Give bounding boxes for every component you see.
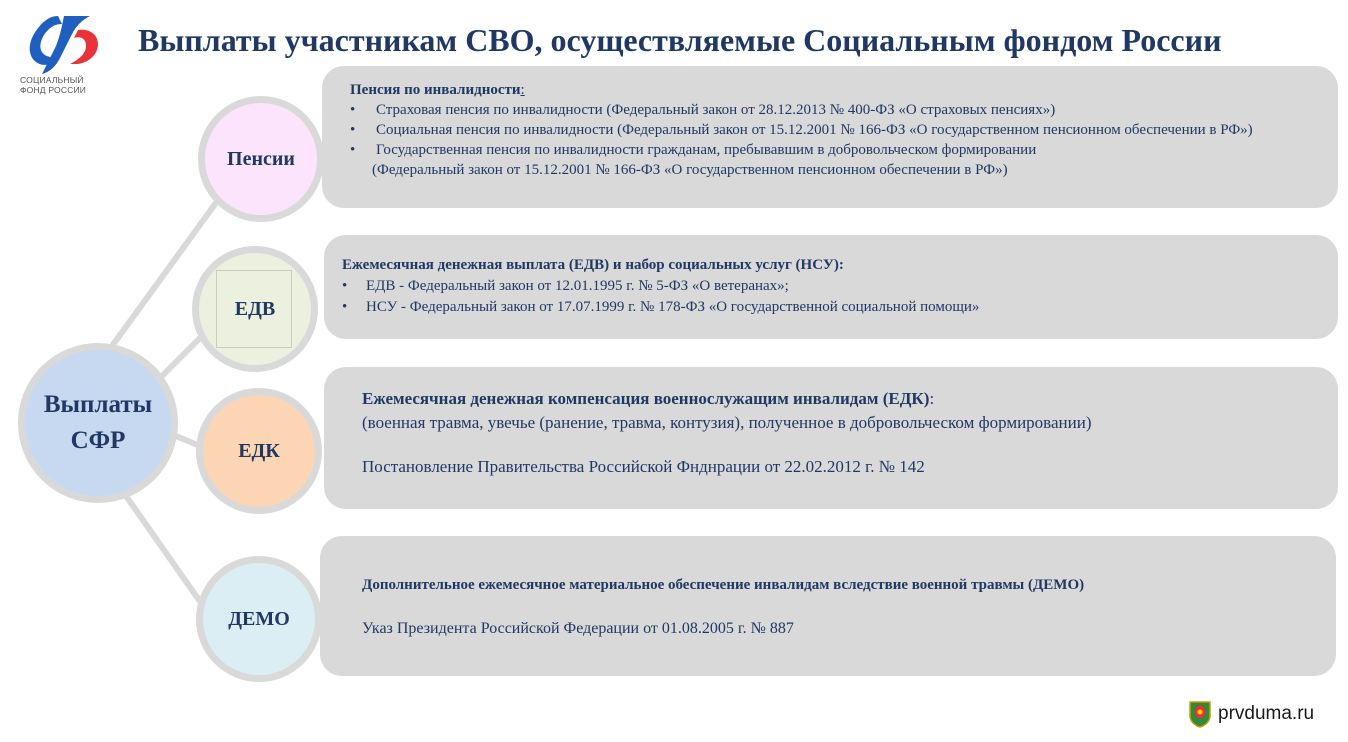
node-edv-frame [216, 270, 292, 348]
crest-icon [1188, 700, 1212, 728]
node-pension-label: Пенсии [227, 147, 295, 170]
node-demo [196, 556, 322, 682]
center-node-line1: Выплаты [43, 391, 153, 418]
node-edk-label: ЕДК [238, 439, 280, 462]
box-edk-heading-text: Ежемесячная денежная компенсация военнослужащим инвалидам (ЕДК) [362, 389, 930, 408]
box-edv-list [342, 276, 1320, 318]
footer-site[interactable]: prvduma.ru [1218, 703, 1315, 724]
node-edk [196, 388, 322, 514]
node-demo-label: ДЕМО [228, 607, 290, 630]
box-pension-heading [350, 80, 1310, 100]
logo-caption-line2: ФОНД РОССИИ [20, 85, 87, 95]
box-edk-heading-colon: : [929, 389, 935, 408]
list-item: • НСУ - Федеральный закон от 17.07.1999 г. № 178-ФЗ «О государственной социальной помощи» [342, 297, 1320, 318]
box-demo-heading: Дополнительное ежемесячное материальное обеспечение инвалидам вследствие военной травмы (ДЕМО) [362, 577, 1085, 593]
box-pension-heading-colon: : [520, 82, 525, 98]
list-item: • ЕДВ - Федеральный закон от 12.01.1995 г. № 5-ФЗ «О ветеранах»; [342, 276, 1320, 297]
box-pension-heading-text: Пенсия по инвалидности [350, 82, 521, 98]
box-edv-heading: Ежемесячная денежная выплата (ЕДВ) и набор социальных услуг (НСУ): [342, 257, 844, 273]
list-item: • Страховая пенсия по инвалидности (Федеральный закон от 28.12.2013 № 400-ФЗ «О страховых пенсиях») [350, 100, 1310, 120]
box-edk-heading [362, 387, 1300, 411]
node-pension [198, 96, 324, 222]
box-edk-line: (военная травма, увечье (ранение, травма, контузия), полученное в добровольческом формировании) [362, 413, 1092, 432]
list-item: • Государственная пенсия по инвалидности гражданам, пребывавшим в добровольческом формировании [350, 140, 1310, 160]
logo-caption-line1: СОЦИАЛЬНЫЙ [20, 75, 84, 85]
footer [1188, 700, 1314, 728]
box-pension-continuation: (Федеральный закон от 15.12.2001 № 166-ФЗ «О государственном пенсионном обеспечении в РФ») [372, 162, 1008, 178]
center-node-line2: СФР [70, 427, 126, 454]
box-edv [324, 235, 1338, 339]
spacer [362, 435, 1300, 455]
connector-edv [162, 338, 200, 376]
box-edk-basis: Постановление Правительства Российской Фнднрации от 22.02.2012 г. № 142 [362, 457, 925, 476]
box-demo-basis: Указ Президента Российской Федерации от 01.08.2005 г. № 887 [362, 620, 794, 637]
box-demo [320, 536, 1336, 676]
box-pension-list [350, 100, 1310, 160]
center-node [18, 343, 178, 503]
page-title: Выплаты участникам СВО, осуществляемые Социальным фондом России [138, 22, 1222, 58]
list-item: • Социальная пенсия по инвалидности (Федеральный закон от 15.12.2001 № 166-ФЗ «О государственном пенсионном обеспечении в РФ») [350, 120, 1310, 140]
node-edv-label: ЕДВ [234, 297, 276, 320]
box-pension [322, 66, 1338, 208]
spacer [362, 596, 1294, 618]
box-edk [324, 367, 1338, 509]
